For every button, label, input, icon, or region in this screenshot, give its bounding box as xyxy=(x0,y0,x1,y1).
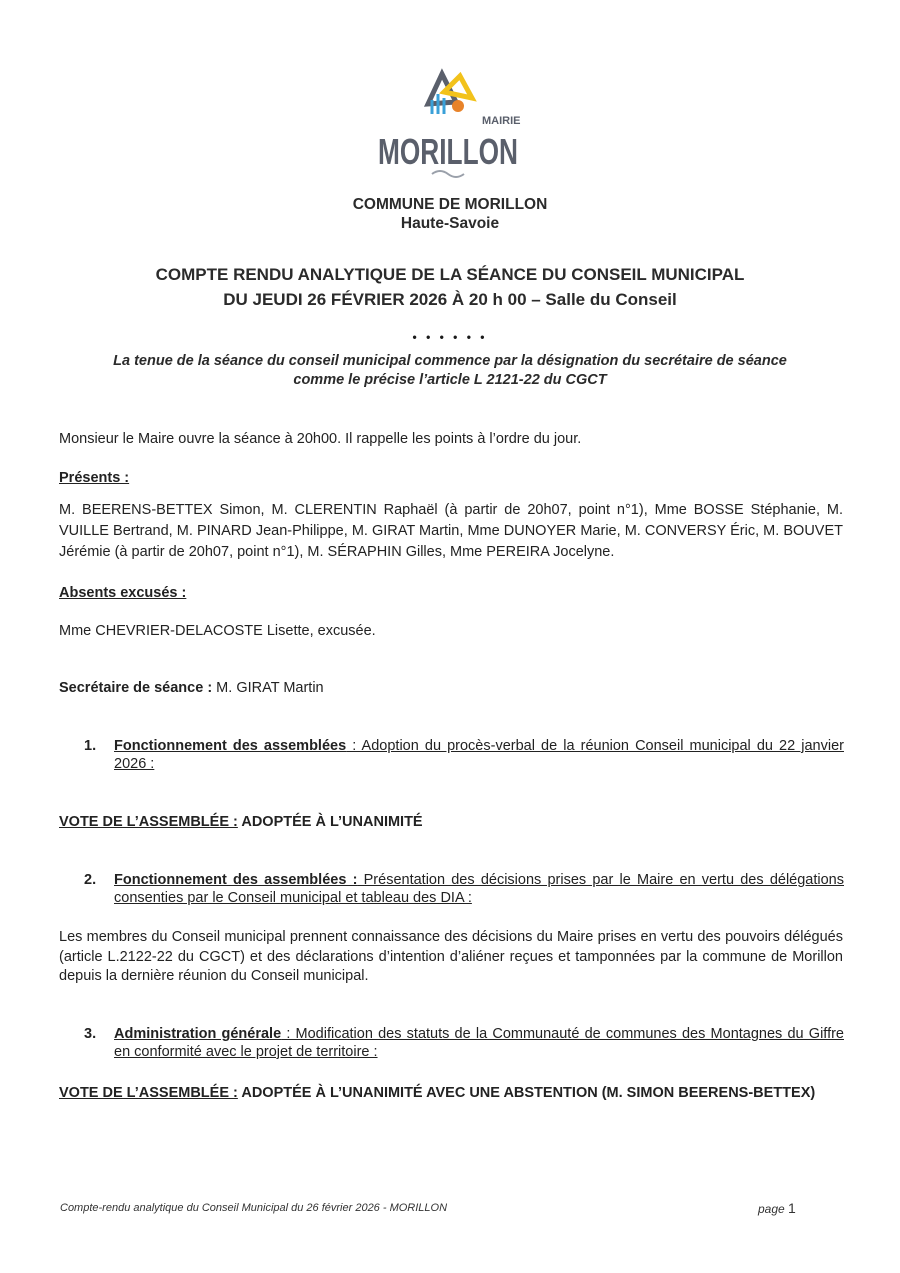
item-text: Présentation des décisions prises par le Maire en vertu des délégations consenties par le Conseil municipal et tableau des DIA : xyxy=(114,872,844,906)
logo-name: MORILLON xyxy=(378,131,518,172)
secretary-name: M. GIRAT Martin xyxy=(212,680,324,696)
logo-mairie: MAIRIE xyxy=(482,115,521,127)
item-title: Administration générale xyxy=(114,1026,282,1042)
page-number xyxy=(758,1200,796,1216)
title-line-2: DU JEUDI 26 FÉVRIER 2026 À 20 h 00 – Salle du Conseil xyxy=(223,290,677,309)
item-text: : Adoption du procès-verbal de la réunion Conseil municipal du 22 janvier 2026 : xyxy=(114,738,844,772)
item-title: Fonctionnement des assemblées xyxy=(114,738,347,754)
opening-paragraph: Monsieur le Maire ouvre la séance à 20h00. Il rappelle les points à l’ordre du jour. xyxy=(59,431,582,447)
secretary-line xyxy=(59,678,843,698)
item-number: 1. xyxy=(84,738,97,754)
vote-label: VOTE DE L’ASSEMBLÉE : xyxy=(59,1085,238,1101)
absents-heading: Absents excusés : xyxy=(59,585,187,601)
intro-line-1: La tenue de la séance du conseil municipal commence par la désignation du secrétaire de séance xyxy=(113,353,787,369)
item-title: Fonctionnement des assemblées : xyxy=(114,872,358,888)
page-number-value: 1 xyxy=(788,1200,796,1216)
agenda-item-1 xyxy=(84,737,844,773)
mountain-logo-icon xyxy=(372,68,524,186)
document-title xyxy=(0,262,900,312)
commune-name: COMMUNE DE MORILLON xyxy=(352,196,548,213)
vote-label: VOTE DE L’ASSEMBLÉE : xyxy=(59,814,238,830)
vote-result: ADOPTÉE À L’UNANIMITÉ xyxy=(237,814,423,830)
page-label: page xyxy=(758,1202,785,1216)
mountain-peak-shape xyxy=(428,74,456,104)
item-number: 2. xyxy=(84,872,97,888)
absents-list: Mme CHEVRIER-DELACOSTE Lisette, excusée. xyxy=(59,623,376,639)
intro-line-2: comme le précise l’article L 2121-22 du CGCT xyxy=(293,372,607,388)
vote-result-3 xyxy=(59,1084,849,1103)
secretary-label: Secrétaire de séance : xyxy=(59,680,213,696)
department-name: Haute-Savoie xyxy=(400,215,500,232)
intro-note xyxy=(0,352,900,390)
presents-list: M. BEERENS-BETTEX Simon, M. CLERENTIN Raphaël (à partir de 20h07, point n°1), Mme BOSSE Stéphanie, M. VUILLE Bertrand, M. PINARD Jean-Philippe, M. GIRAT Martin, Mme DUNOYER Marie, M. CONVERSY Éric, M. BOUVET Jérémie (à partir de 20h07, point n°1), M. SÉRAPHIN Gilles, Mme PEREIRA Jocelyne. xyxy=(59,502,843,560)
vote-result: ADOPTÉE À L’UNANIMITÉ AVEC UNE ABSTENTION (M. SIMON BEERENS-BETTEX) xyxy=(237,1085,816,1101)
agenda-item-3 xyxy=(84,1025,844,1061)
vote-result-1 xyxy=(59,813,849,832)
item-2-body: Les membres du Conseil municipal prennent connaissance des décisions du Maire prises en vertu des pouvoirs délégués (article L.2122-22 du CGCT) et des déclarations d’intention d’aliéner reçues et tamponnées par la commune de Morillon depuis la dernière réunion du Conseil municipal. xyxy=(59,929,843,984)
item-number: 3. xyxy=(84,1026,97,1042)
footer-text: Compte-rendu analytique du Conseil Municipal du 26 février 2026 - MORILLON xyxy=(60,1202,448,1214)
commune-block xyxy=(0,195,900,233)
agenda-item-2 xyxy=(84,871,844,907)
separator-dots: • • • • • • xyxy=(412,330,488,344)
title-line-1: COMPTE RENDU ANALYTIQUE DE LA SÉANCE DU CONSEIL MUNICIPAL xyxy=(155,265,745,284)
mountain-yellow-shape xyxy=(444,76,472,98)
sun-shape xyxy=(452,100,464,112)
presents-heading: Présents : xyxy=(59,470,130,486)
morillon-logo xyxy=(372,68,524,186)
item-text: : Modification des statuts de la Communauté de communes des Montagnes du Giffre en conformité avec le projet de territoire : xyxy=(114,1026,844,1060)
